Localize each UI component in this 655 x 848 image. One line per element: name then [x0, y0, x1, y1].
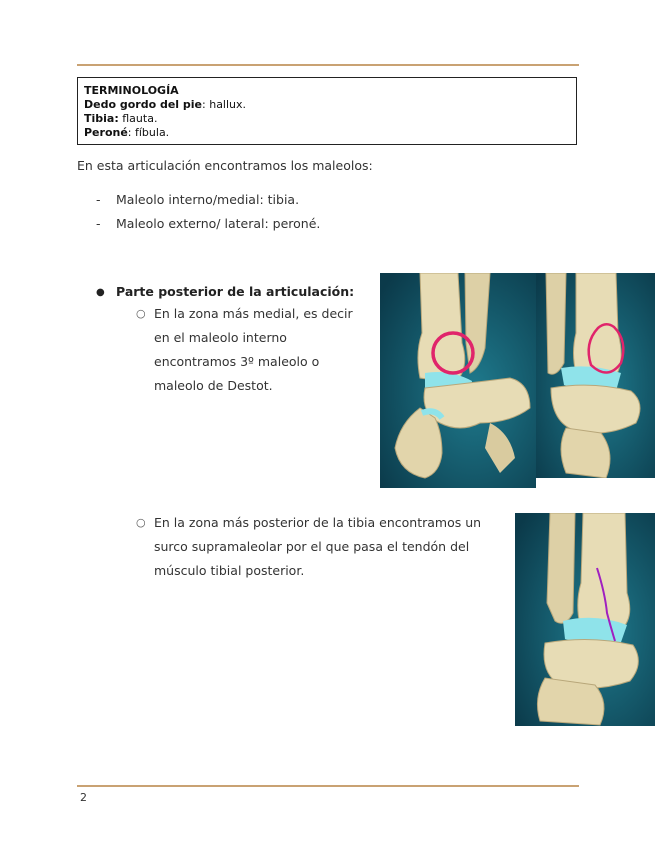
header-rule — [77, 64, 579, 66]
ankle-medial-illustration — [380, 273, 536, 488]
intro-paragraph: En esta articulación encontramos los maleolos: — [77, 158, 373, 173]
sub-list-item — [136, 302, 369, 398]
term-separator: : — [127, 126, 135, 139]
term-meaning: fíbula. — [135, 126, 170, 139]
page-number: 2 — [80, 791, 87, 804]
terminology-line — [84, 98, 570, 112]
list-item — [96, 192, 299, 207]
term-meaning: flauta. — [122, 112, 158, 125]
list-item-text: Maleolo externo/ lateral: peroné. — [116, 216, 321, 231]
footer-rule — [77, 785, 579, 787]
terminology-line — [84, 126, 570, 140]
ankle-supramalleolar-illustration — [515, 513, 655, 726]
terminology-line — [84, 112, 570, 126]
dash-marker: - — [96, 192, 101, 207]
sub-list-item-text: En la zona más posterior de la tibia encontramos un surco supramaleolar por el que pasa el tendón del músculo tibial posterior. — [154, 515, 482, 578]
ankle-medial-image — [380, 273, 536, 488]
terminology-title: TERMINOLOGÍA — [84, 84, 179, 97]
dash-marker: - — [96, 216, 101, 231]
ankle-supramalleolar-groove-image — [515, 513, 655, 726]
bullet-marker: ● — [96, 287, 105, 298]
list-item — [96, 216, 320, 231]
section-heading — [96, 284, 354, 299]
term-separator: : — [202, 98, 210, 111]
term: Dedo gordo del pie — [84, 98, 203, 111]
term-meaning: hallux. — [209, 98, 247, 111]
term: Peroné — [84, 126, 128, 139]
term: Tibia: — [84, 112, 119, 125]
circle-bullet-marker: ○ — [136, 516, 146, 529]
list-item-text: Maleolo interno/medial: tibia. — [116, 192, 300, 207]
terminology-box — [77, 77, 577, 145]
ankle-posterior-illustration — [536, 273, 655, 478]
section-heading-text: Parte posterior de la articulación: — [116, 284, 355, 299]
ankle-posterior-image — [536, 273, 655, 478]
circle-bullet-marker: ○ — [136, 307, 146, 320]
sub-list-item-text: En la zona más medial, es decir en el maleolo interno encontramos 3º maleolo o maleolo de Destot. — [154, 306, 353, 393]
sub-list-item — [136, 511, 509, 583]
